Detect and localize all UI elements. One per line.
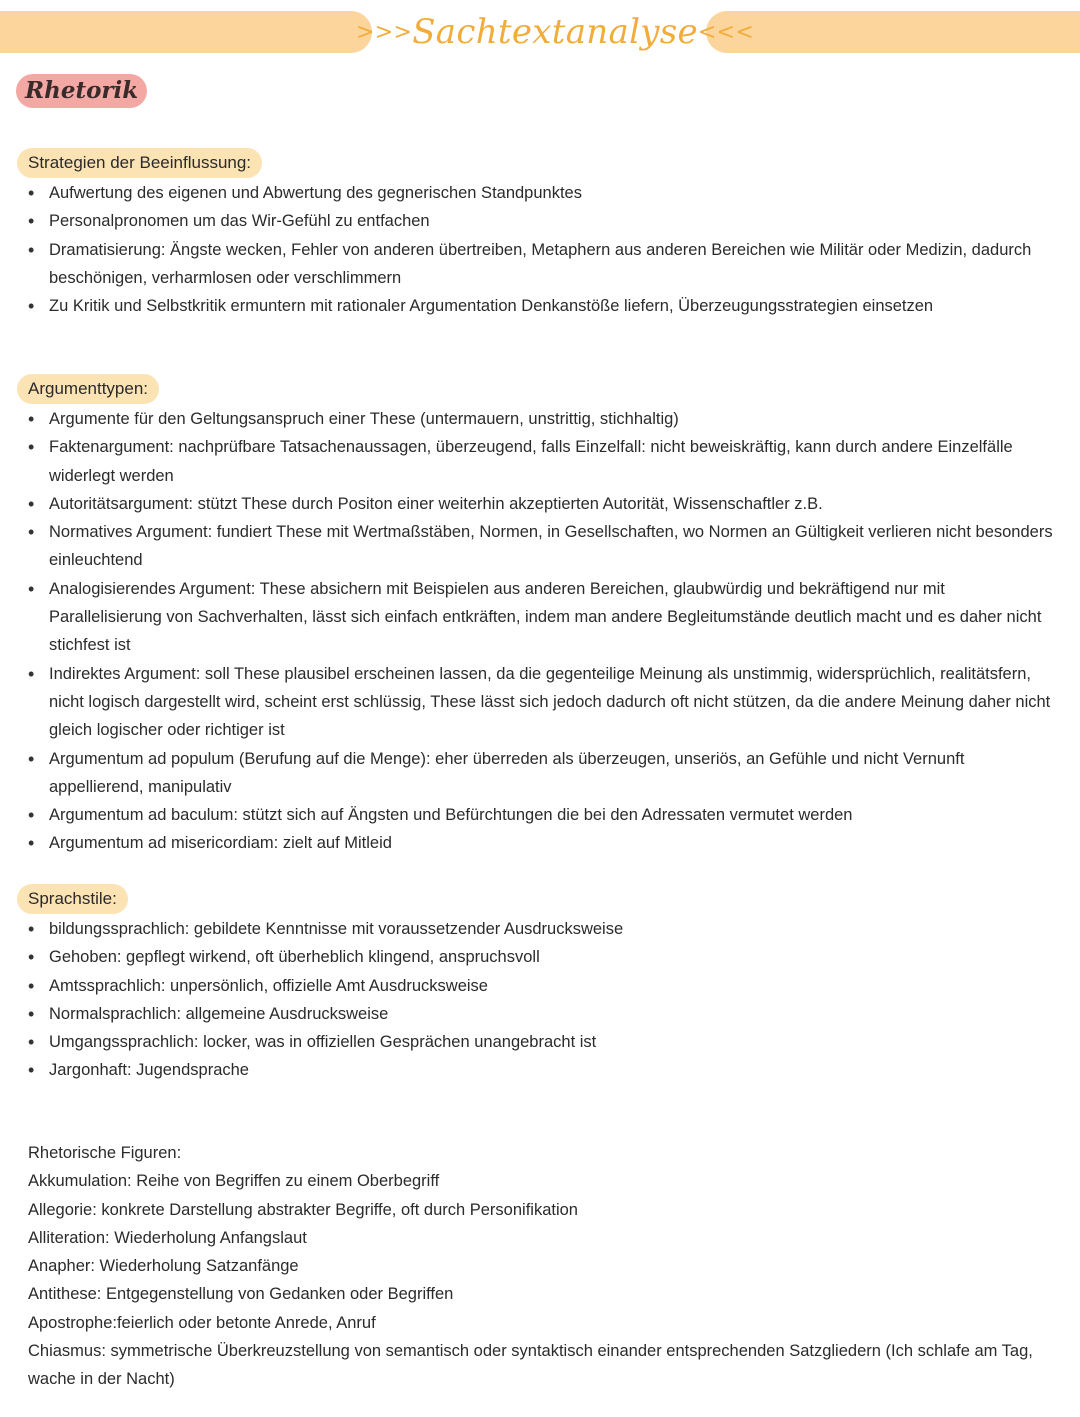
list-item <box>0 972 1080 1000</box>
list-item-text: Dramatisierung: Ängste wecken, Fehler von anderen übertreiben, Metaphern aus anderen Bereichen wie Militär oder Medizin, dadurch beschönigen, verharmlosen oder verschlimmern <box>49 240 1032 287</box>
list-item-text: Umgangssprachlich: locker, was in offiziellen Gesprächen unangebracht ist <box>49 1033 597 1052</box>
section-strategien <box>0 148 1080 320</box>
bullet-icon: • <box>28 578 35 599</box>
list-item: Anapher: Wiederholung Satzanfänge <box>28 1257 299 1276</box>
list-item: Chiasmus: symmetrische Überkreuzstellung von semantisch oder syntaktisch einander entsprechenden Satzgliedern (Ich schlafe am Tag, wache in der Nacht) <box>28 1342 1033 1389</box>
strategien-list <box>0 179 1080 320</box>
list-item <box>0 1056 1080 1084</box>
bullet-icon: • <box>28 663 35 684</box>
list-item <box>0 179 1080 207</box>
list-item <box>0 575 1080 660</box>
list-item <box>0 433 1080 490</box>
list-item <box>0 236 1080 293</box>
section-figuren <box>0 1139 1080 1394</box>
list-item <box>0 829 1080 857</box>
list-item-text: Jargonhaft: Jugendsprache <box>49 1061 249 1080</box>
list-item-text: Gehoben: gepflegt wirkend, oft überheblich klingend, anspruchsvoll <box>49 948 540 967</box>
bullet-icon: • <box>28 296 35 317</box>
list-item <box>0 405 1080 433</box>
list-item-text: Faktenargument: nachprüfbare Tatsachenaussagen, überzeugend, falls Einzelfall: nicht beweiskräftig, kann durch andere Einzelfälle widerlegt werden <box>49 438 1013 485</box>
list-item <box>0 490 1080 518</box>
list-item <box>0 518 1080 575</box>
section-heading-strategien: Strategien der Beeinflussung: <box>17 148 262 178</box>
list-item-text: Indirektes Argument: soll These plausibel erscheinen lassen, da die gegenteilige Meinung als unstimmig, widersprüchlich, realitätsfern, nicht logisch dargestellt wird, scheint erst schlüssig, These lässt sich jedoch dadurch oft nicht stützen, da die andere Meinung daher nicht gleich logischer oder richtiger ist <box>49 664 1051 740</box>
bullet-icon: • <box>28 833 35 854</box>
list-item-text: Argumentum ad populum (Berufung auf die Menge): eher überreden als überzeugen, unseriös, an Gefühle und nicht Vernunft appellierend, manipulativ <box>49 749 965 796</box>
list-item <box>0 943 1080 971</box>
bullet-icon: • <box>28 493 35 514</box>
bullet-icon: • <box>28 239 35 260</box>
list-item <box>0 745 1080 802</box>
section-sprachstile <box>0 884 1080 1085</box>
page-title-text: Sachtextanalyse <box>412 12 698 52</box>
list-item-text: bildungssprachlich: gebildete Kenntnisse mit voraussetzender Ausdrucksweise <box>49 920 624 938</box>
list-item: Apostrophe:feierlich oder betonte Anrede, Anruf <box>28 1313 376 1332</box>
list-item <box>0 660 1080 745</box>
list-item-text: Autoritätsargument: stützt These durch Positon einer weiterhin akzeptierten Autorität, Wissenschaftler z.B. <box>49 494 823 513</box>
header-band-right <box>706 11 1080 53</box>
bullet-icon: • <box>28 1003 35 1024</box>
list-item-text: Zu Kritik und Selbstkritik ermuntern mit rationaler Argumentation Denkanstöße liefern, Überzeugungsstrategien einsetzen <box>49 297 934 316</box>
header-band-left <box>0 11 372 53</box>
section-argumenttypen <box>0 374 1080 858</box>
list-item <box>0 292 1080 320</box>
bullet-icon: • <box>28 805 35 826</box>
list-item-text: Analogisierendes Argument: These absichern mit Beispielen aus anderen Bereichen, glaubwürdig und bekräftigend nur mit Parallelisierung von Sachverhalten, lässt sich einfach entkräften, indem man andere Begleitumstände deutlich macht und es daher nicht stichfest ist <box>49 579 1042 655</box>
list-item: Allegorie: konkrete Darstellung abstrakter Begriffe, oft durch Personifikation <box>28 1200 578 1219</box>
sprachstile-list <box>0 915 1080 1085</box>
chevrons-right: <<< <box>697 20 755 45</box>
list-item: Alliteration: Wiederholung Anfangslaut <box>28 1228 307 1247</box>
bullet-icon: • <box>28 1032 35 1053</box>
list-item-text: Argumente für den Geltungsanspruch einer These (untermauern, unstrittig, stichhaltig) <box>49 410 679 428</box>
list-item-text: Argumentum ad misericordiam: zielt auf Mitleid <box>49 834 392 853</box>
list-item-text: Aufwertung des eigenen und Abwertung des gegnerischen Standpunktes <box>49 184 582 202</box>
list-item <box>0 207 1080 235</box>
list-item <box>0 801 1080 829</box>
bullet-icon: • <box>28 975 35 996</box>
bullet-icon: • <box>28 409 35 429</box>
page-header <box>0 0 1080 70</box>
bullet-icon: • <box>28 437 35 458</box>
main-heading: Rhetorik <box>16 74 147 108</box>
bullet-icon: • <box>28 947 35 968</box>
bullet-icon: • <box>28 211 35 232</box>
bullet-icon: • <box>28 919 35 939</box>
list-item-text: Amtssprachlich: unpersönlich, offizielle Amt Ausdrucksweise <box>49 976 488 995</box>
list-item-text: Personalpronomen um das Wir-Gefühl zu entfachen <box>49 212 430 231</box>
list-item <box>0 1000 1080 1028</box>
list-item: Akkumulation: Reihe von Begriffen zu einem Oberbegriff <box>28 1172 440 1191</box>
bullet-icon: • <box>28 1060 35 1081</box>
section-heading-argumenttypen: Argumenttypen: <box>17 374 159 404</box>
bullet-icon: • <box>28 183 35 203</box>
page-title <box>356 6 755 58</box>
bullet-icon: • <box>28 748 35 769</box>
list-item <box>0 915 1080 943</box>
list-item-text: Normatives Argument: fundiert These mit Wertmaßstäben, Normen, in Gesellschaften, wo Normen an Gültigkeit verlieren nicht besonders einleuchtend <box>49 523 1053 570</box>
chevrons-left: >>> <box>356 20 413 45</box>
argumenttypen-list <box>0 405 1080 858</box>
list-item: Antithese: Entgegenstellung von Gedanken oder Begriffen <box>28 1285 454 1304</box>
list-item <box>0 1028 1080 1056</box>
section-heading-sprachstile: Sprachstile: <box>17 884 128 914</box>
list-item-text: Normalsprachlich: allgemeine Ausdrucksweise <box>49 1004 389 1023</box>
section-heading-figuren: Rhetorische Figuren: <box>28 1144 182 1162</box>
bullet-icon: • <box>28 522 35 543</box>
list-item-text: Argumentum ad baculum: stützt sich auf Ängsten und Befürchtungen die bei den Adressaten vermutet werden <box>49 806 853 825</box>
